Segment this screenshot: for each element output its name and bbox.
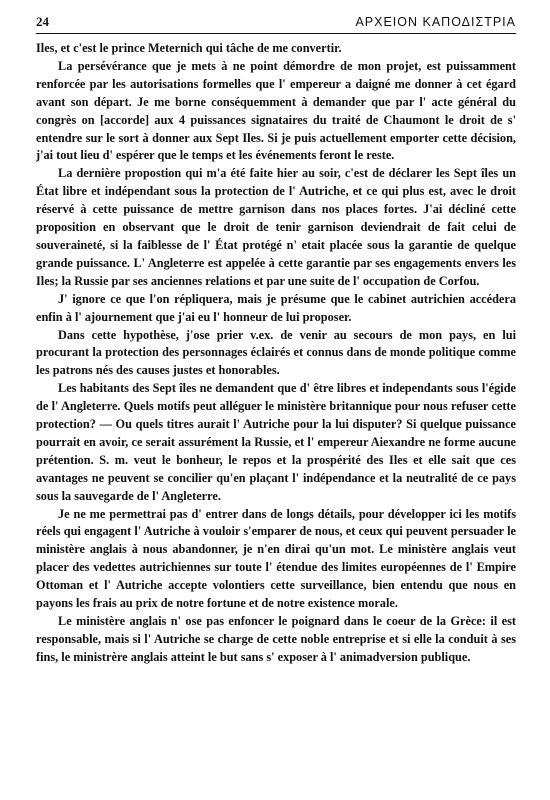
paragraph: Dans cette hypothèse, j'ose prier v.ex. de venir au secours de mon pays, en lui procurant la protection des personnages éclairés et connus dans de monde politique comme les patrons nés des causes justes et honorables. (36, 327, 516, 378)
paragraph: Les habitants des Sept îles ne demandent que d' être libres et independants sous l'égide de l' Angleterre. Quels motifs peut alléguer le ministère britannique pour nous refuser cette protection? — Ou quels titres aurait l' Autriche pour la lui disputer? Si quelque puissance pourrait en avoir, ce serait assurément la Russie, et l' empereur Aiexandre ne forme aucune prétention. S. m. veut le bonheur, le repos et la prospérité des Iles et elle sait que ces avantages ne peuvent se concilier qu'en plaçant l' indépendance et la neutralité de ce pays sous la sauvegarde de l' Angleterre. (36, 381, 516, 503)
paragraph: J' ignore ce que l'on répliquera, mais je présume que le cabinet autrichien accédera enfin à l' ajournement que j'ai eu l' honneur de lui proposer. (36, 291, 516, 324)
paragraph: La dernière propostion qui m'a été faite hier au soir, c'est de déclarer les Sept îles un État libre et indépendant sous la protection de l' Autriche, et ce qui plus est, avec le droit réservé à cette puissance de mettre garnison dans nos places fortes. J'ai décliné cette proposition en observant que le droit de tenir garnison deviendrait de fait celui de souveraineté, si la faiblesse de l' État protégé n' etait placée sous la garantie de quelque grande puissance. L' Angleterre est appelée à cette garantie par ses engagements envers les Iles; la Russie par ses anciennes relations et par une suite de l' occupation de Corfou. (36, 166, 516, 288)
body-text (36, 40, 516, 667)
paragraph: Iles, et c'est le prince Meternich qui tâche de me convertir. (36, 41, 342, 55)
running-head (36, 14, 516, 34)
document-page (36, 14, 516, 786)
paragraph: Le ministère anglais n' ose pas enfoncer le poignard dans le coeur de la Grèce: il est responsable, mais si l' Autriche se charge de cette noble entreprise et si elle la conduit à ses fins, le ministrère anglais atteint le but sans s' exposer à l' animadversion publique. (36, 614, 516, 664)
paragraph: La persévérance que je mets à ne point démordre de mon projet, est puissamment renforcée par les autorisations formelles que l' empereur a daigné me donner à cet égard avant son départ. Je me borne conséquemment à demander que par l' acte général du congrès on [accorde] aux 4 puissances signataires du traité de Chaumont le droit de s' entendre sur le sort à donner aux Sept Iles. Si je puis actuellement emporter cette décision, j'ai tout lieu d' espérer que le temps et les événements feront le reste. (36, 58, 516, 163)
page-number: 24 (36, 14, 49, 29)
paragraph: Je ne me permettrai pas d' entrer dans de longs détails, pour développer ici les motifs réels qui engagent l' Autriche à vouloir s'emparer de nous, et ceux qui peuvent persuader le ministère anglais à nous abandonner, je n'en dirai qu'un mot. Le ministère anglais veut placer des vedettes autrichiennes sur toute l' étendue des limites européennes de l' Empire Ottoman et l' Autriche accepte volontiers cette surveillance, bien entendu que nous en payons les frais au prix de notre fortune et de notre existence morale. (36, 506, 516, 611)
running-title: ΑΡΧΕΙΟΝ ΚΑΠΟΔΙΣΤΡΙΑ (355, 15, 516, 29)
